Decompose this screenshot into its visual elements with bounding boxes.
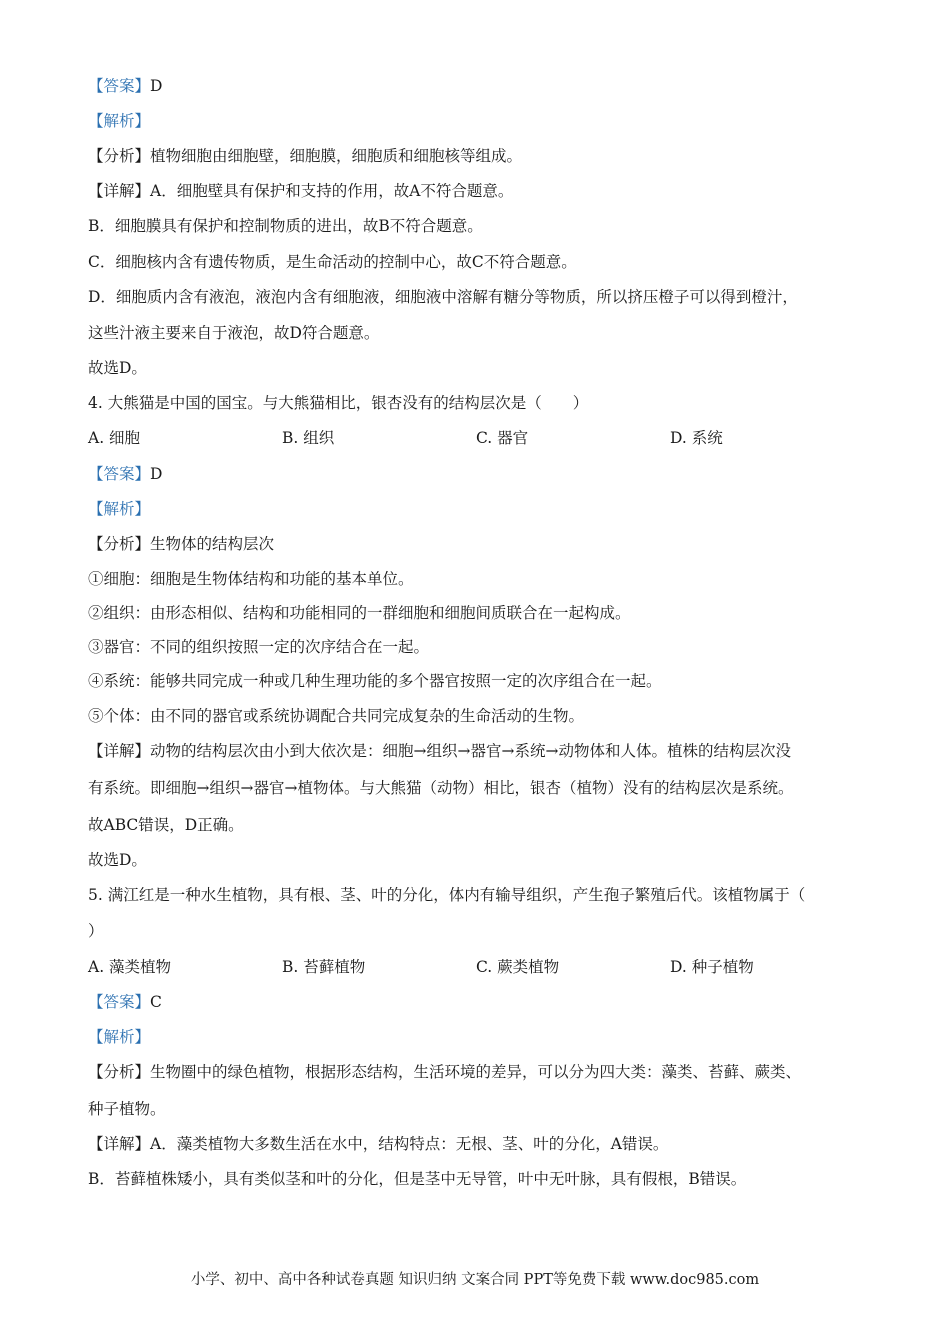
answer-line [88, 76, 162, 96]
option-b: B. 苔藓植物 [282, 958, 366, 976]
question-4: 4. 大熊猫是中国的国宝。与大熊猫相比，银杏没有的结构层次是（ ） [88, 394, 589, 412]
text-line: 【分析】生物体的结构层次 [88, 535, 275, 553]
analysis-line [88, 1027, 150, 1047]
answer-line [88, 464, 162, 484]
answer-line [88, 992, 162, 1012]
option-c: C. 器官 [476, 429, 529, 447]
text-line: 【分析】生物圈中的绿色植物，根据形态结构，生活环境的差异，可以分为四大类：藻类、苔藓、蕨类、 [88, 1063, 802, 1081]
analysis-tag: 【解析】 [88, 500, 151, 518]
option-b: B. 组织 [282, 429, 335, 447]
text-line: 【详解】A．藻类植物大多数生活在水中，结构特点：无根、茎、叶的分化，A错误。 [88, 1135, 669, 1153]
analysis-line [88, 111, 150, 131]
question-5-cont: ） [88, 922, 104, 940]
answer-tag: 【答案】 [88, 465, 151, 483]
text-line: B．苔藓植株矮小，具有类似茎和叶的分化，但是茎中无导管，叶中无叶脉，具有假根，B错误。 [88, 1170, 747, 1188]
option-d: D. 种子植物 [670, 958, 754, 976]
answer-value: D [150, 77, 163, 95]
page-footer: 小学、初中、高中各种试卷真题 知识归纳 文案合同 PPT等免费下载 www.doc985.com [190, 1272, 760, 1288]
answer-value: C [150, 993, 162, 1011]
text-line: 有系统。即细胞→组织→器官→植物体。与大熊猫（动物）相比，银杏（植物）没有的结构层次是系统。 [88, 779, 794, 797]
analysis-tag: 【解析】 [88, 1028, 151, 1046]
text-line: D．细胞质内含有液泡，液泡内含有细胞液，细胞液中溶解有糖分等物质，所以挤压橙子可以得到橙汁， [88, 288, 798, 306]
text-line: C．细胞核内含有遗传物质，是生命活动的控制中心，故C不符合题意。 [88, 253, 577, 271]
text-line: ⑤个体：由不同的器官或系统协调配合共同完成复杂的生命活动的生物。 [88, 707, 585, 725]
answer-tag: 【答案】 [88, 77, 151, 95]
analysis-line [88, 499, 150, 519]
text-line: ④系统：能够共同完成一种或几种生理功能的多个器官按照一定的次序组合在一起。 [88, 672, 662, 690]
text-line: 这些汁液主要来自于液泡，故D符合题意。 [88, 324, 380, 342]
text-line: ③器官：不同的组织按照一定的次序结合在一起。 [88, 638, 430, 656]
text-line: ②组织：由形态相似、结构和功能相同的一群细胞和细胞间质联合在一起构成。 [88, 604, 631, 622]
text-line: 故ABC错误，D正确。 [88, 816, 244, 834]
text-line: 【分析】植物细胞由细胞壁，细胞膜，细胞质和细胞核等组成。 [88, 147, 523, 165]
answer-tag: 【答案】 [88, 993, 151, 1011]
text-line: 种子植物。 [88, 1100, 166, 1118]
text-line: B．细胞膜具有保护和控制物质的进出，故B不符合题意。 [88, 217, 483, 235]
analysis-tag: 【解析】 [88, 112, 151, 130]
text-line: 故选D。 [88, 359, 147, 377]
answer-value: D [150, 465, 163, 483]
option-a: A. 细胞 [88, 429, 141, 447]
option-c: C. 蕨类植物 [476, 958, 560, 976]
text-line: 故选D。 [88, 851, 147, 869]
text-line: 【详解】A．细胞壁具有保护和支持的作用，故A不符合题意。 [88, 182, 514, 200]
option-d: D. 系统 [670, 429, 723, 447]
text-line: 【详解】动物的结构层次由小到大依次是：细胞→组织→器官→系统→动物体和人体。植株的结构层次没 [88, 742, 791, 760]
option-a: A. 藻类植物 [88, 958, 172, 976]
question-5: 5. 满江红是一种水生植物，具有根、茎、叶的分化，体内有输导组织，产生孢子繁殖后代。该植物属于（ [88, 886, 806, 904]
text-line: ①细胞：细胞是生物体结构和功能的基本单位。 [88, 570, 414, 588]
